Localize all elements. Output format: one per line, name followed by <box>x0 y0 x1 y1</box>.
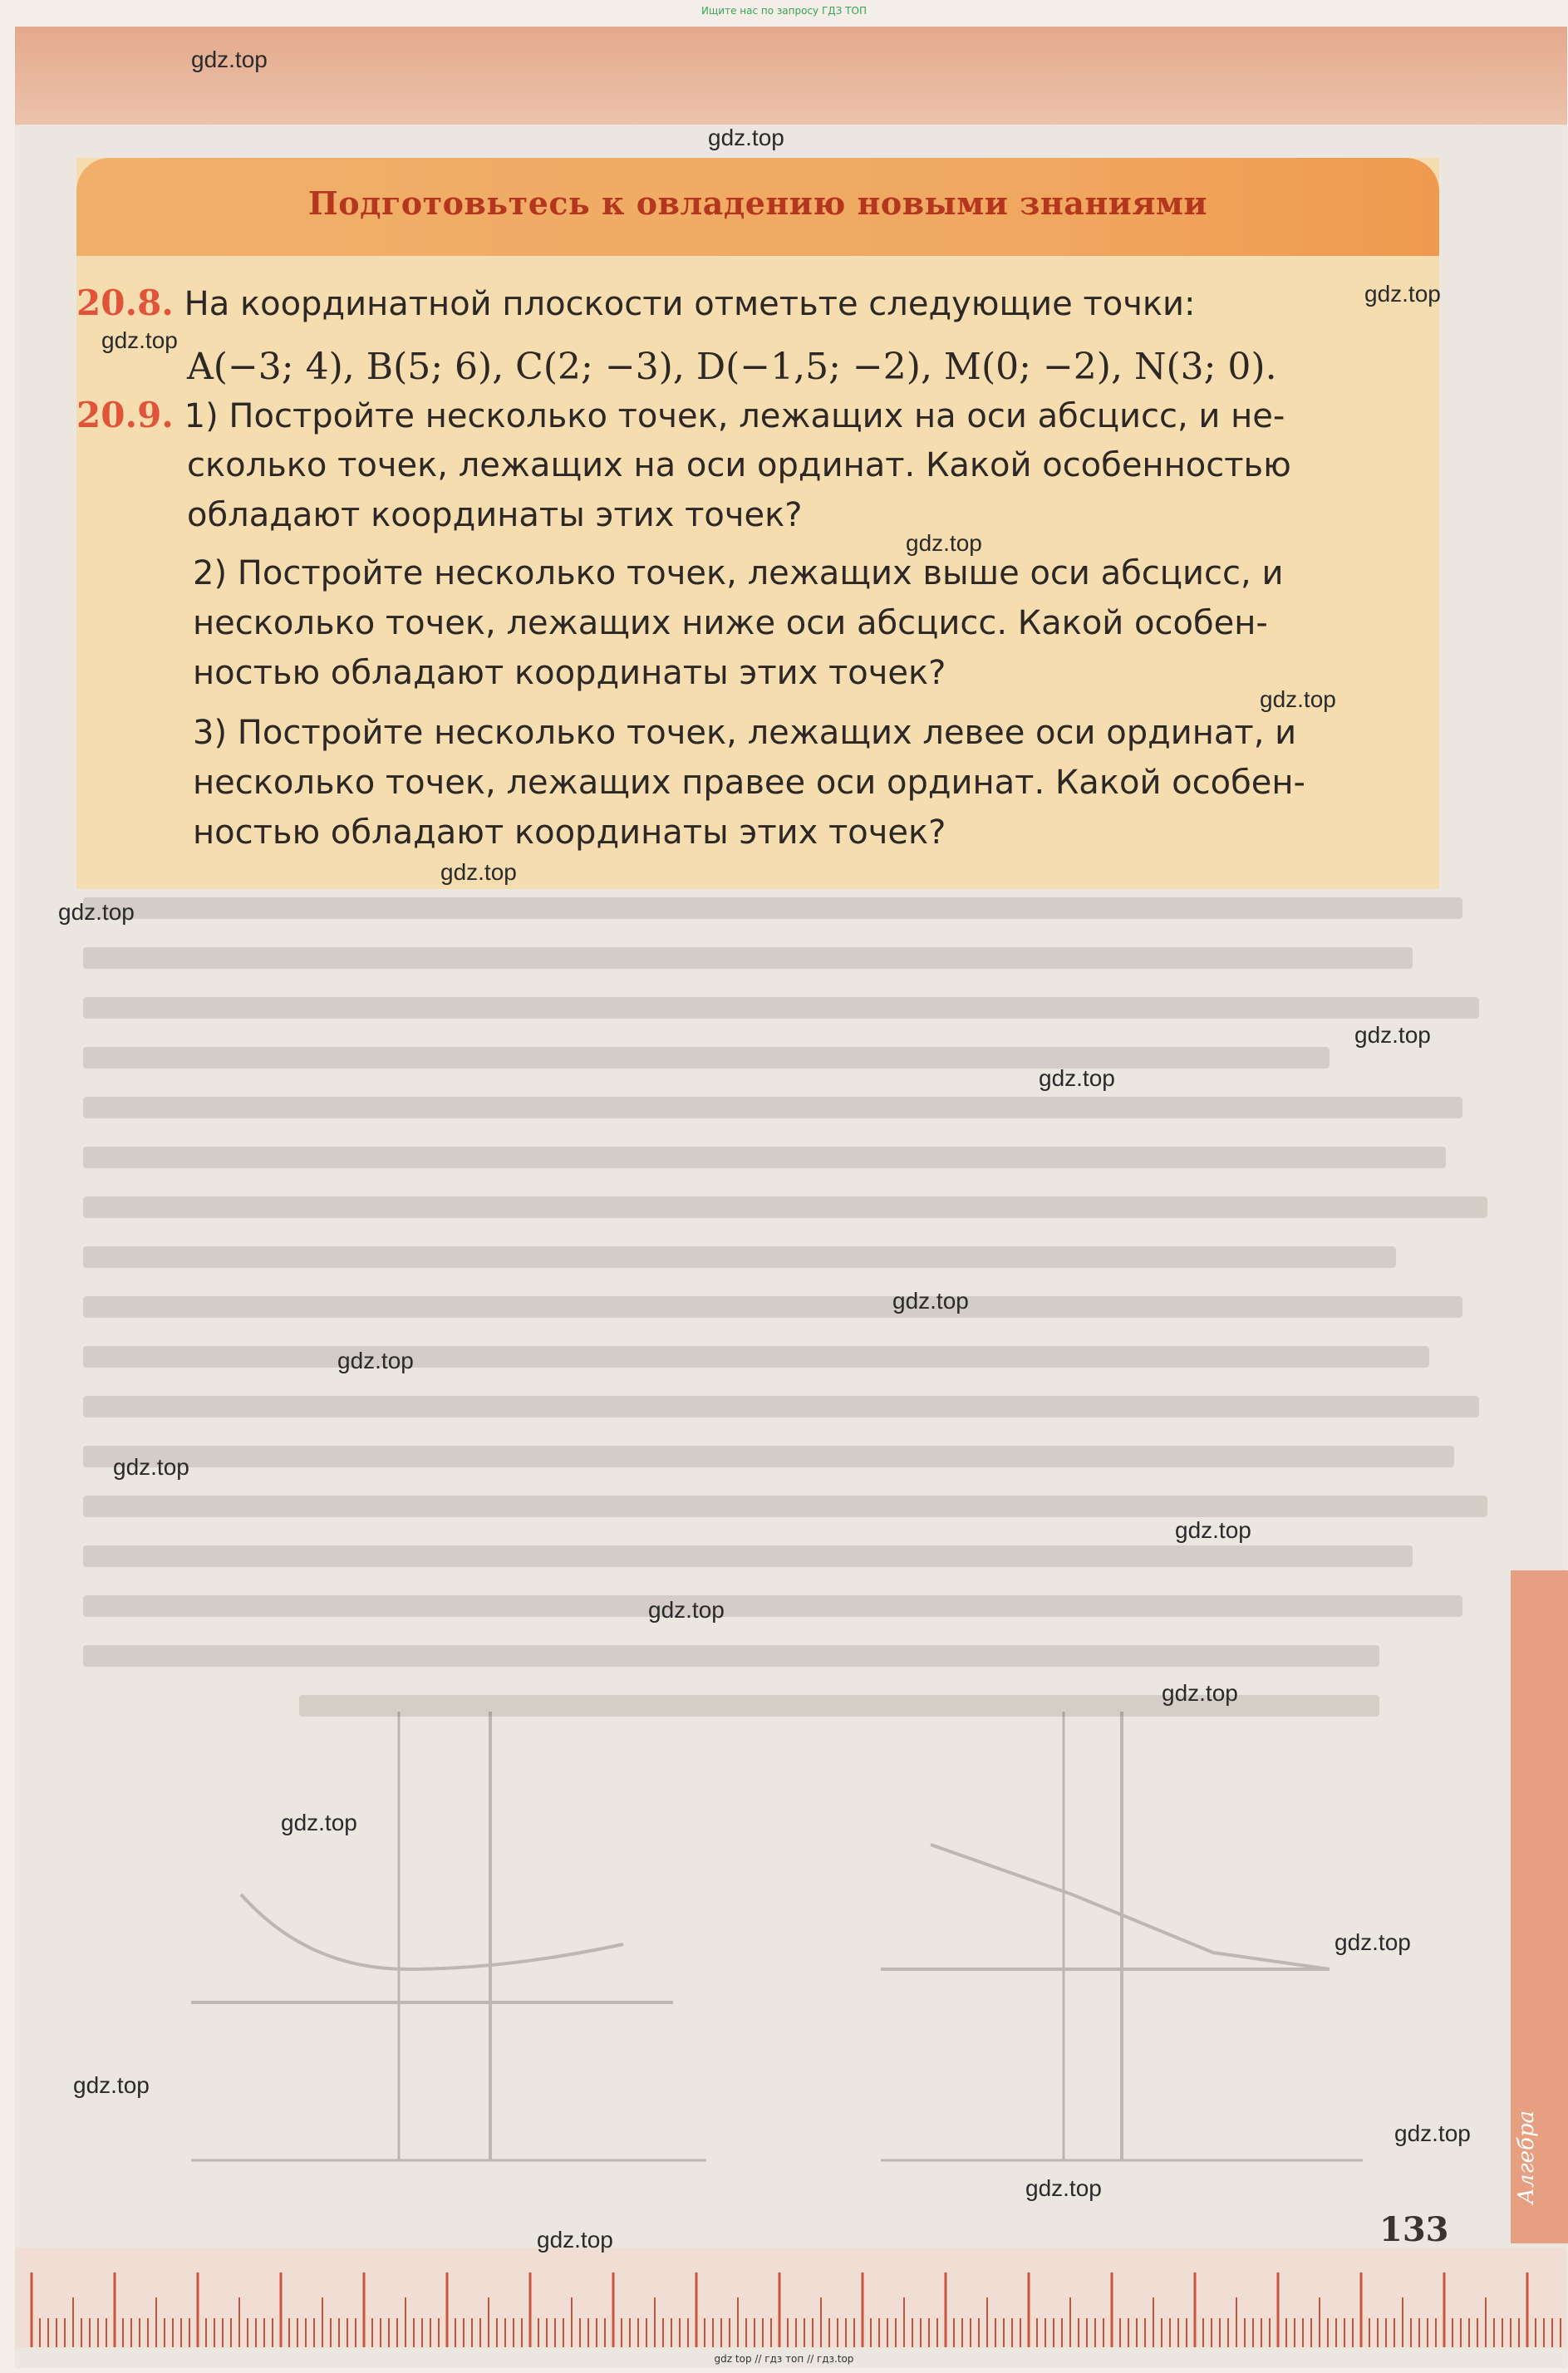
watermark: gdz.top <box>1364 281 1441 307</box>
part-line: несколько точек, лежащих правее оси ординат. Какой особен- <box>193 764 1305 802</box>
part-label: 1) <box>184 397 219 435</box>
exercise-number: 20.9. <box>76 395 174 435</box>
watermark: gdz.top <box>537 2227 613 2253</box>
watermark: gdz.top <box>648 1597 725 1623</box>
watermark: gdz.top <box>1039 1065 1115 1091</box>
watermark: gdz.top <box>1260 686 1336 712</box>
part-line: обладают координаты этих точек? <box>187 496 803 534</box>
watermark: gdz.top <box>892 1288 969 1314</box>
section-title: Подготовьтесь к овладению новыми знаниями <box>307 184 1208 222</box>
bottom-note: gdz top // гдз топ // гдз.top <box>714 2353 854 2365</box>
top-band <box>15 27 1567 126</box>
part-line: Постройте несколько точек, лежащих на оси абсцисс, и не- <box>229 397 1285 435</box>
part-label: 3) <box>193 714 228 752</box>
watermark: gdz.top <box>191 47 268 72</box>
exercise-number: 20.8. <box>76 282 174 323</box>
watermark: gdz.top <box>281 1810 357 1835</box>
exercise-20-9-part-3 <box>193 708 1296 758</box>
exercise-20-8 <box>76 278 1195 329</box>
watermark: gdz.top <box>906 530 982 556</box>
watermark: gdz.top <box>58 899 135 925</box>
part-line: ностью обладают координаты этих точек? <box>193 654 946 692</box>
part-line: Постройте несколько точек, лежащих левее оси ординат, и <box>237 714 1297 752</box>
watermark: gdz.top <box>1335 1929 1411 1955</box>
watermark: gdz.top <box>1175 1517 1251 1543</box>
exercise-20-9-part-1 <box>76 391 1285 441</box>
watermark: gdz.top <box>337 1348 414 1373</box>
points-list: A(−3; 4), B(5; 6), C(2; −3), D(−1,5; −2), M(0; −2), N(3; 0). <box>187 346 1277 388</box>
exercise-text: На координатной плоскости отметьте следующие точки: <box>184 285 1196 323</box>
exercise-20-9-part-2 <box>193 548 1283 598</box>
watermark: gdz.top <box>1162 1680 1238 1706</box>
part-line: ностью обладают координаты этих точек? <box>193 813 946 852</box>
bleed-through-figure-right <box>864 1695 1379 2194</box>
watermark: gdz.top <box>113 1454 189 1480</box>
watermark: gdz.top <box>708 125 784 150</box>
watermark: gdz.top <box>1025 2175 1102 2201</box>
watermark: gdz.top <box>440 859 517 885</box>
watermark: gdz.top <box>101 327 178 353</box>
watermark: gdz.top <box>73 2072 150 2098</box>
part-label: 2) <box>193 554 228 592</box>
page-number: 133 <box>1379 2210 1449 2249</box>
top-note: Ищите нас по запросу ГДЗ ТОП <box>701 5 867 17</box>
watermark: gdz.top <box>1394 2120 1471 2146</box>
ruler-strip <box>15 2248 1567 2347</box>
part-line: Постройте несколько точек, лежащих выше оси абсцисс, и <box>237 554 1284 592</box>
part-line: сколько точек, лежащих на оси ординат. Какой особенностью <box>187 446 1291 484</box>
part-line: несколько точек, лежащих ниже оси абсцисс. Какой особен- <box>193 604 1268 642</box>
watermark: gdz.top <box>1354 1022 1431 1048</box>
bleed-through-figure-left <box>158 1695 706 2194</box>
side-tab-label: Алгебра <box>1514 2110 1539 2204</box>
